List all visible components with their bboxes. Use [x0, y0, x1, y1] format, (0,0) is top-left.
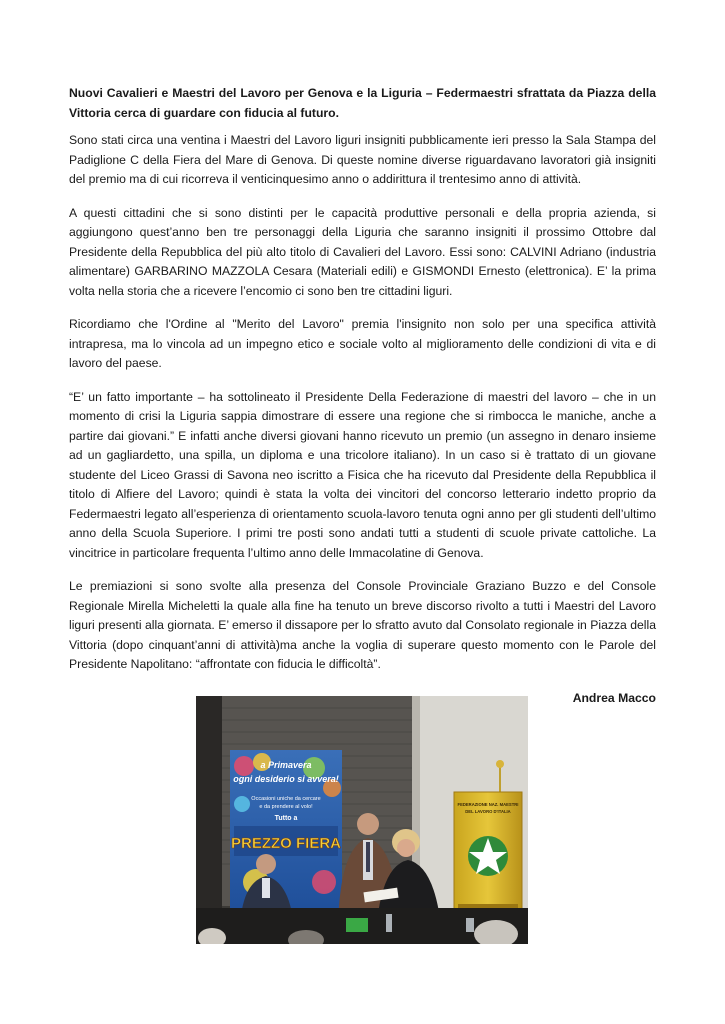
article-paragraph: A questi cittadini che si sono distinti per le capacità produttive personali e della propria azienda, si aggiungono quest’anno ben tre personaggi della Liguria che saranno insigniti il prossimo Ottobre dal Presidente della Repubblica del più alto titolo di Cavalieri del Lavoro. Essi sono: CALVINI Adriano (industria alimentare) GARBARINO MAZZOLA Cesara (Materiali edili) e GISMONDI Ernesto (elettronica). E’ la prima volta nella storia che a ricevere l’encomio ci sono ben tre cittadini liguri.	[69, 205, 656, 298]
flag-line-2: DEL LAVORO D'ITALIA	[465, 809, 511, 814]
banner-line-3: Occasioni uniche da cercare	[251, 796, 321, 802]
article-paragraph: “E’ un fatto importante – ha sottolineato il Presidente Della Federazione di maestri del lavoro – che in un momento di crisi la Liguria sappia dimostrare di essere una regione che si rimbocca le maniche, anche a partire dai giovani.” E infatti anche diversi giovani hanno ricevuto un premio (un assegno in denaro insieme ad un gagliardetto, una spilla, un diploma e una tricolore italiano). In un caso si è trattato di un giovane studente del Liceo Grassi di Savona neo iscritto a Fisica che ha ricevuto dal Presidente della Repubblica il titolo di Alfiere del Lavoro; quindi è stata la volta dei vincitori del concorso letterario indetto proprio da Federmaestri legato all’esperienza di orientamento scuola-lavoro tenuta ogni anno per gli studenti dell’ultimo anno della Scuola Superiore. I primi tre posti sono andati tutti a studenti di scuole private cattoliche. La vincitrice in particolare frequenta l’ultimo anno delle Immacolatine di Genova.	[69, 389, 656, 560]
banner-line-5: Tutto a	[274, 815, 298, 822]
event-photo	[196, 696, 528, 944]
banner-line-1: a Primavera	[260, 760, 312, 770]
prezzo-fiera-banner	[230, 750, 342, 912]
banner-line-4: e da prendere al volo!	[259, 804, 313, 810]
article-paragraph: Sono stati circa una ventina i Maestri del Lavoro liguri insigniti pubblicamente ieri presso la Sala Stampa del Padiglione C della Fiera del Mare di Genova. Di queste nomine diverse riguardavano lavoratori già insigniti del premio ma di cui ricorreva il venticinquesimo anno o addirittura il trentesimo anno di attività.	[69, 133, 656, 186]
article-paragraph: Ricordiamo che l'Ordine al "Merito del Lavoro" premia l'insignito non solo per una specifica attività intrapresa, ma lo vincola ad un impegno etico e sociale volto al miglioramento delle condizioni di vita e di lavoro del paese.	[69, 317, 656, 370]
article-author: Andrea Macco	[572, 690, 656, 705]
article-paragraph: Le premiazioni si sono svolte alla presenza del Console Provinciale Graziano Buzzo e del Console Regionale Mirella Micheletti la quale alla fine ha tenuto un breve discorso rivolto a tutti i Maestri del Lavoro liguri presenti alla giornata. E’ emerso il dissapore per lo sfratto avuto dal Consolato regionale in Piazza della Vittoria (dopo cinquant’anni di attività)ma anche la voglia di superare questo momento con le Parole del Presidente Napolitano: “affrontate con fiducia le difficoltà”.	[69, 579, 656, 671]
banner-brand: PREZZO FIERA	[230, 835, 342, 852]
flag-line-1: FEDERAZIONE NAZ. MAESTRI	[457, 802, 519, 807]
article	[69, 84, 656, 708]
article-title: Nuovi Cavalieri e Maestri del Lavoro per Genova e la Liguria – Federmaestri sfrattata da Piazza della Vittoria cerca di guardare con fiducia al futuro.	[69, 86, 656, 120]
banner-line-2: ogni desiderio si avvera!	[233, 774, 339, 784]
